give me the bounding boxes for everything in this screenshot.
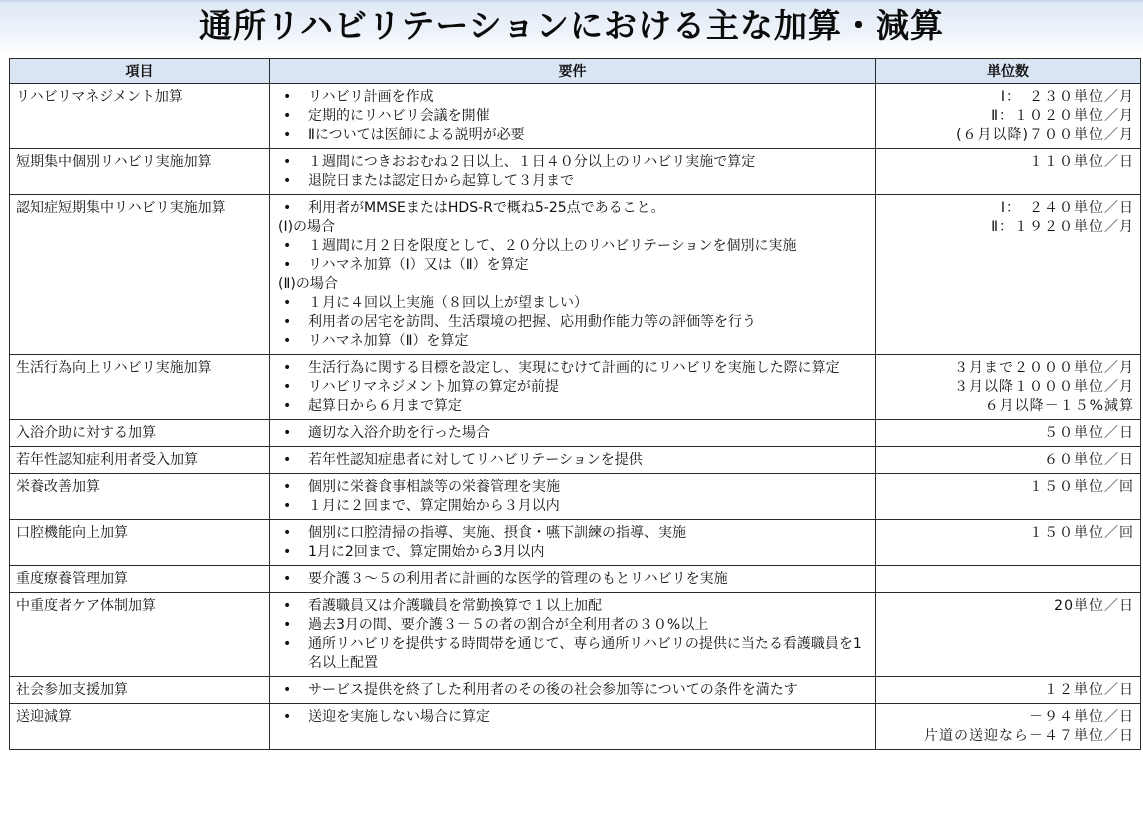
item-cell: 生活行為向上リハビリ実施加算 — [10, 355, 270, 420]
table-row — [10, 677, 1141, 704]
requirements-list — [276, 359, 869, 416]
unit-value: Ⅱ：１９２０単位／月 — [991, 219, 1134, 235]
requirements-cell — [270, 447, 876, 474]
units-cell — [876, 447, 1141, 474]
unit-value: Ⅱ：１０２０単位／月 — [991, 108, 1134, 124]
header-requirements: 要件 — [270, 59, 876, 84]
requirement-item: • 退院日または認定日から起算して３月まで — [276, 172, 869, 191]
requirement-item: • リハビリマネジメント加算の算定が前提 — [276, 378, 869, 397]
requirements-cell — [270, 420, 876, 447]
requirements-list — [276, 708, 869, 727]
item-cell: 口腔機能向上加算 — [10, 520, 270, 566]
requirement-item: • 適切な入浴介助を行った場合 — [276, 424, 869, 443]
item-cell: 重度療養管理加算 — [10, 566, 270, 593]
units-cell — [876, 704, 1141, 750]
table-row — [10, 474, 1141, 520]
requirement-item: • １月に２回まで、算定開始から３月以内 — [276, 497, 869, 516]
table-row — [10, 84, 1141, 149]
requirements-cell — [270, 520, 876, 566]
units-cell — [876, 84, 1141, 149]
requirements-list — [276, 451, 869, 470]
requirements-cell — [270, 704, 876, 750]
requirement-item: • リハマネ加算（Ⅱ）を算定 — [276, 332, 869, 351]
requirement-item: • 通所リハビリを提供する時間帯を通じて、専ら通所リハビリの提供に当たる看護職員を1名以上配置 — [276, 635, 869, 673]
requirement-item: • サービス提供を終了した利用者のその後の社会参加等についての条件を満たす — [276, 681, 869, 700]
item-cell: 入浴介助に対する加算 — [10, 420, 270, 447]
requirements-cell — [270, 149, 876, 195]
requirements-cell — [270, 195, 876, 355]
requirement-item: • リハビリ計画を作成 — [276, 88, 869, 107]
item-cell: 社会参加支援加算 — [10, 677, 270, 704]
requirements-cell — [270, 593, 876, 677]
requirements-list — [276, 597, 869, 673]
page-title: 通所リハビリテーションにおける主な加算・減算 — [198, 6, 945, 45]
requirements-list — [276, 524, 869, 562]
unit-value: Ⅰ： ２３０単位／月 — [1000, 89, 1134, 105]
unit-value: 20単位／日 — [1054, 598, 1134, 614]
requirements-list — [276, 570, 869, 589]
requirement-item: • 定期的にリハビリ会議を開催 — [276, 107, 869, 126]
unit-value: 片道の送迎なら－４７単位／日 — [924, 728, 1134, 744]
units-cell — [876, 520, 1141, 566]
requirements-list — [276, 88, 869, 145]
requirement-item: • １週間に月２日を限度として、２０分以上のリハビリテーションを個別に実施 — [276, 237, 869, 256]
unit-value: ６０単位／日 — [1044, 452, 1134, 468]
requirements-cell — [270, 677, 876, 704]
table-row — [10, 447, 1141, 474]
units-cell — [876, 677, 1141, 704]
units-cell — [876, 474, 1141, 520]
table-row — [10, 420, 1141, 447]
requirements-cell — [270, 84, 876, 149]
table-row — [10, 593, 1141, 677]
unit-value: １１０単位／日 — [1029, 154, 1134, 170]
units-cell — [876, 149, 1141, 195]
item-cell: リハビリマネジメント加算 — [10, 84, 270, 149]
requirements-list — [276, 199, 869, 351]
requirement-item: • １月に４回以上実施（８回以上が望ましい） — [276, 294, 869, 313]
requirement-item: • 利用者がMMSEまたはHDS-Rで概ね5-25点であること。 — [276, 199, 869, 218]
requirement-subheading: (Ⅰ)の場合 — [278, 219, 336, 235]
table-row — [10, 520, 1141, 566]
unit-value: －９４単位／日 — [1029, 709, 1134, 725]
requirement-item: • 1月に2回まで、算定開始から3月以内 — [276, 543, 869, 562]
requirement-item: • 看護職員又は介護職員を常勤換算で１以上加配 — [276, 597, 869, 616]
requirements-cell — [270, 566, 876, 593]
unit-value: Ⅰ： ２４０単位／日 — [1000, 200, 1134, 216]
requirement-item: • 利用者の居宅を訪問、生活環境の把握、応用動作能力等の評価等を行う — [276, 313, 869, 332]
item-cell: 短期集中個別リハビリ実施加算 — [10, 149, 270, 195]
units-cell — [876, 593, 1141, 677]
requirement-item: • １週間につきおおむね２日以上、１日４０分以上のリハビリ実施で算定 — [276, 153, 869, 172]
unit-value: １５０単位／回 — [1029, 479, 1134, 495]
item-cell: 栄養改善加算 — [10, 474, 270, 520]
unit-value: １５０単位／回 — [1029, 525, 1134, 541]
additions-table — [9, 58, 1141, 750]
requirements-list — [276, 153, 869, 191]
header-units: 単位数 — [876, 59, 1141, 84]
requirement-item: • 個別に栄養食事相談等の栄養管理を実施 — [276, 478, 869, 497]
table-row — [10, 149, 1141, 195]
unit-value: ５０単位／日 — [1044, 425, 1134, 441]
table-row — [10, 195, 1141, 355]
unit-value: ３月まで２０００単位／月 — [954, 360, 1134, 376]
item-cell: 中重度者ケア体制加算 — [10, 593, 270, 677]
requirement-item: • 送迎を実施しない場合に算定 — [276, 708, 869, 727]
item-cell: 若年性認知症利用者受入加算 — [10, 447, 270, 474]
unit-value: (６月以降)７００単位／月 — [956, 127, 1134, 143]
unit-value: ３月以降１０００単位／月 — [954, 379, 1134, 395]
requirements-list — [276, 478, 869, 516]
requirement-item: • Ⅱについては医師による説明が必要 — [276, 126, 869, 145]
table-row — [10, 704, 1141, 750]
item-cell: 送迎減算 — [10, 704, 270, 750]
requirements-list — [276, 424, 869, 443]
requirement-subheading: (Ⅱ)の場合 — [278, 276, 338, 292]
unit-value: １２単位／日 — [1044, 682, 1134, 698]
table-row — [10, 566, 1141, 593]
units-cell — [876, 420, 1141, 447]
table-header-row — [10, 59, 1141, 84]
requirement-item: • 要介護３～５の利用者に計画的な医学的管理のもとリハビリを実施 — [276, 570, 869, 589]
units-cell — [876, 355, 1141, 420]
requirement-item: • 過去3月の間、要介護３－５の者の割合が全利用者の３０%以上 — [276, 616, 869, 635]
requirements-list — [276, 681, 869, 700]
units-cell — [876, 195, 1141, 355]
header-item: 項目 — [10, 59, 270, 84]
unit-value: ６月以降－１５%減算 — [984, 398, 1134, 414]
item-cell: 認知症短期集中リハビリ実施加算 — [10, 195, 270, 355]
requirement-item: • 若年性認知症患者に対してリハビリテーションを提供 — [276, 451, 869, 470]
requirement-item: • 起算日から６月まで算定 — [276, 397, 869, 416]
requirement-item: • リハマネ加算（Ⅰ）又は（Ⅱ）を算定 — [276, 256, 869, 275]
units-cell — [876, 566, 1141, 593]
requirements-cell — [270, 355, 876, 420]
requirement-item: • 生活行為に関する目標を設定し、実現にむけて計画的にリハビリを実施した際に算定 — [276, 359, 869, 378]
requirements-cell — [270, 474, 876, 520]
requirement-item: • 個別に口腔清掃の指導、実施、摂食・嚥下訓練の指導、実施 — [276, 524, 869, 543]
table-row — [10, 355, 1141, 420]
